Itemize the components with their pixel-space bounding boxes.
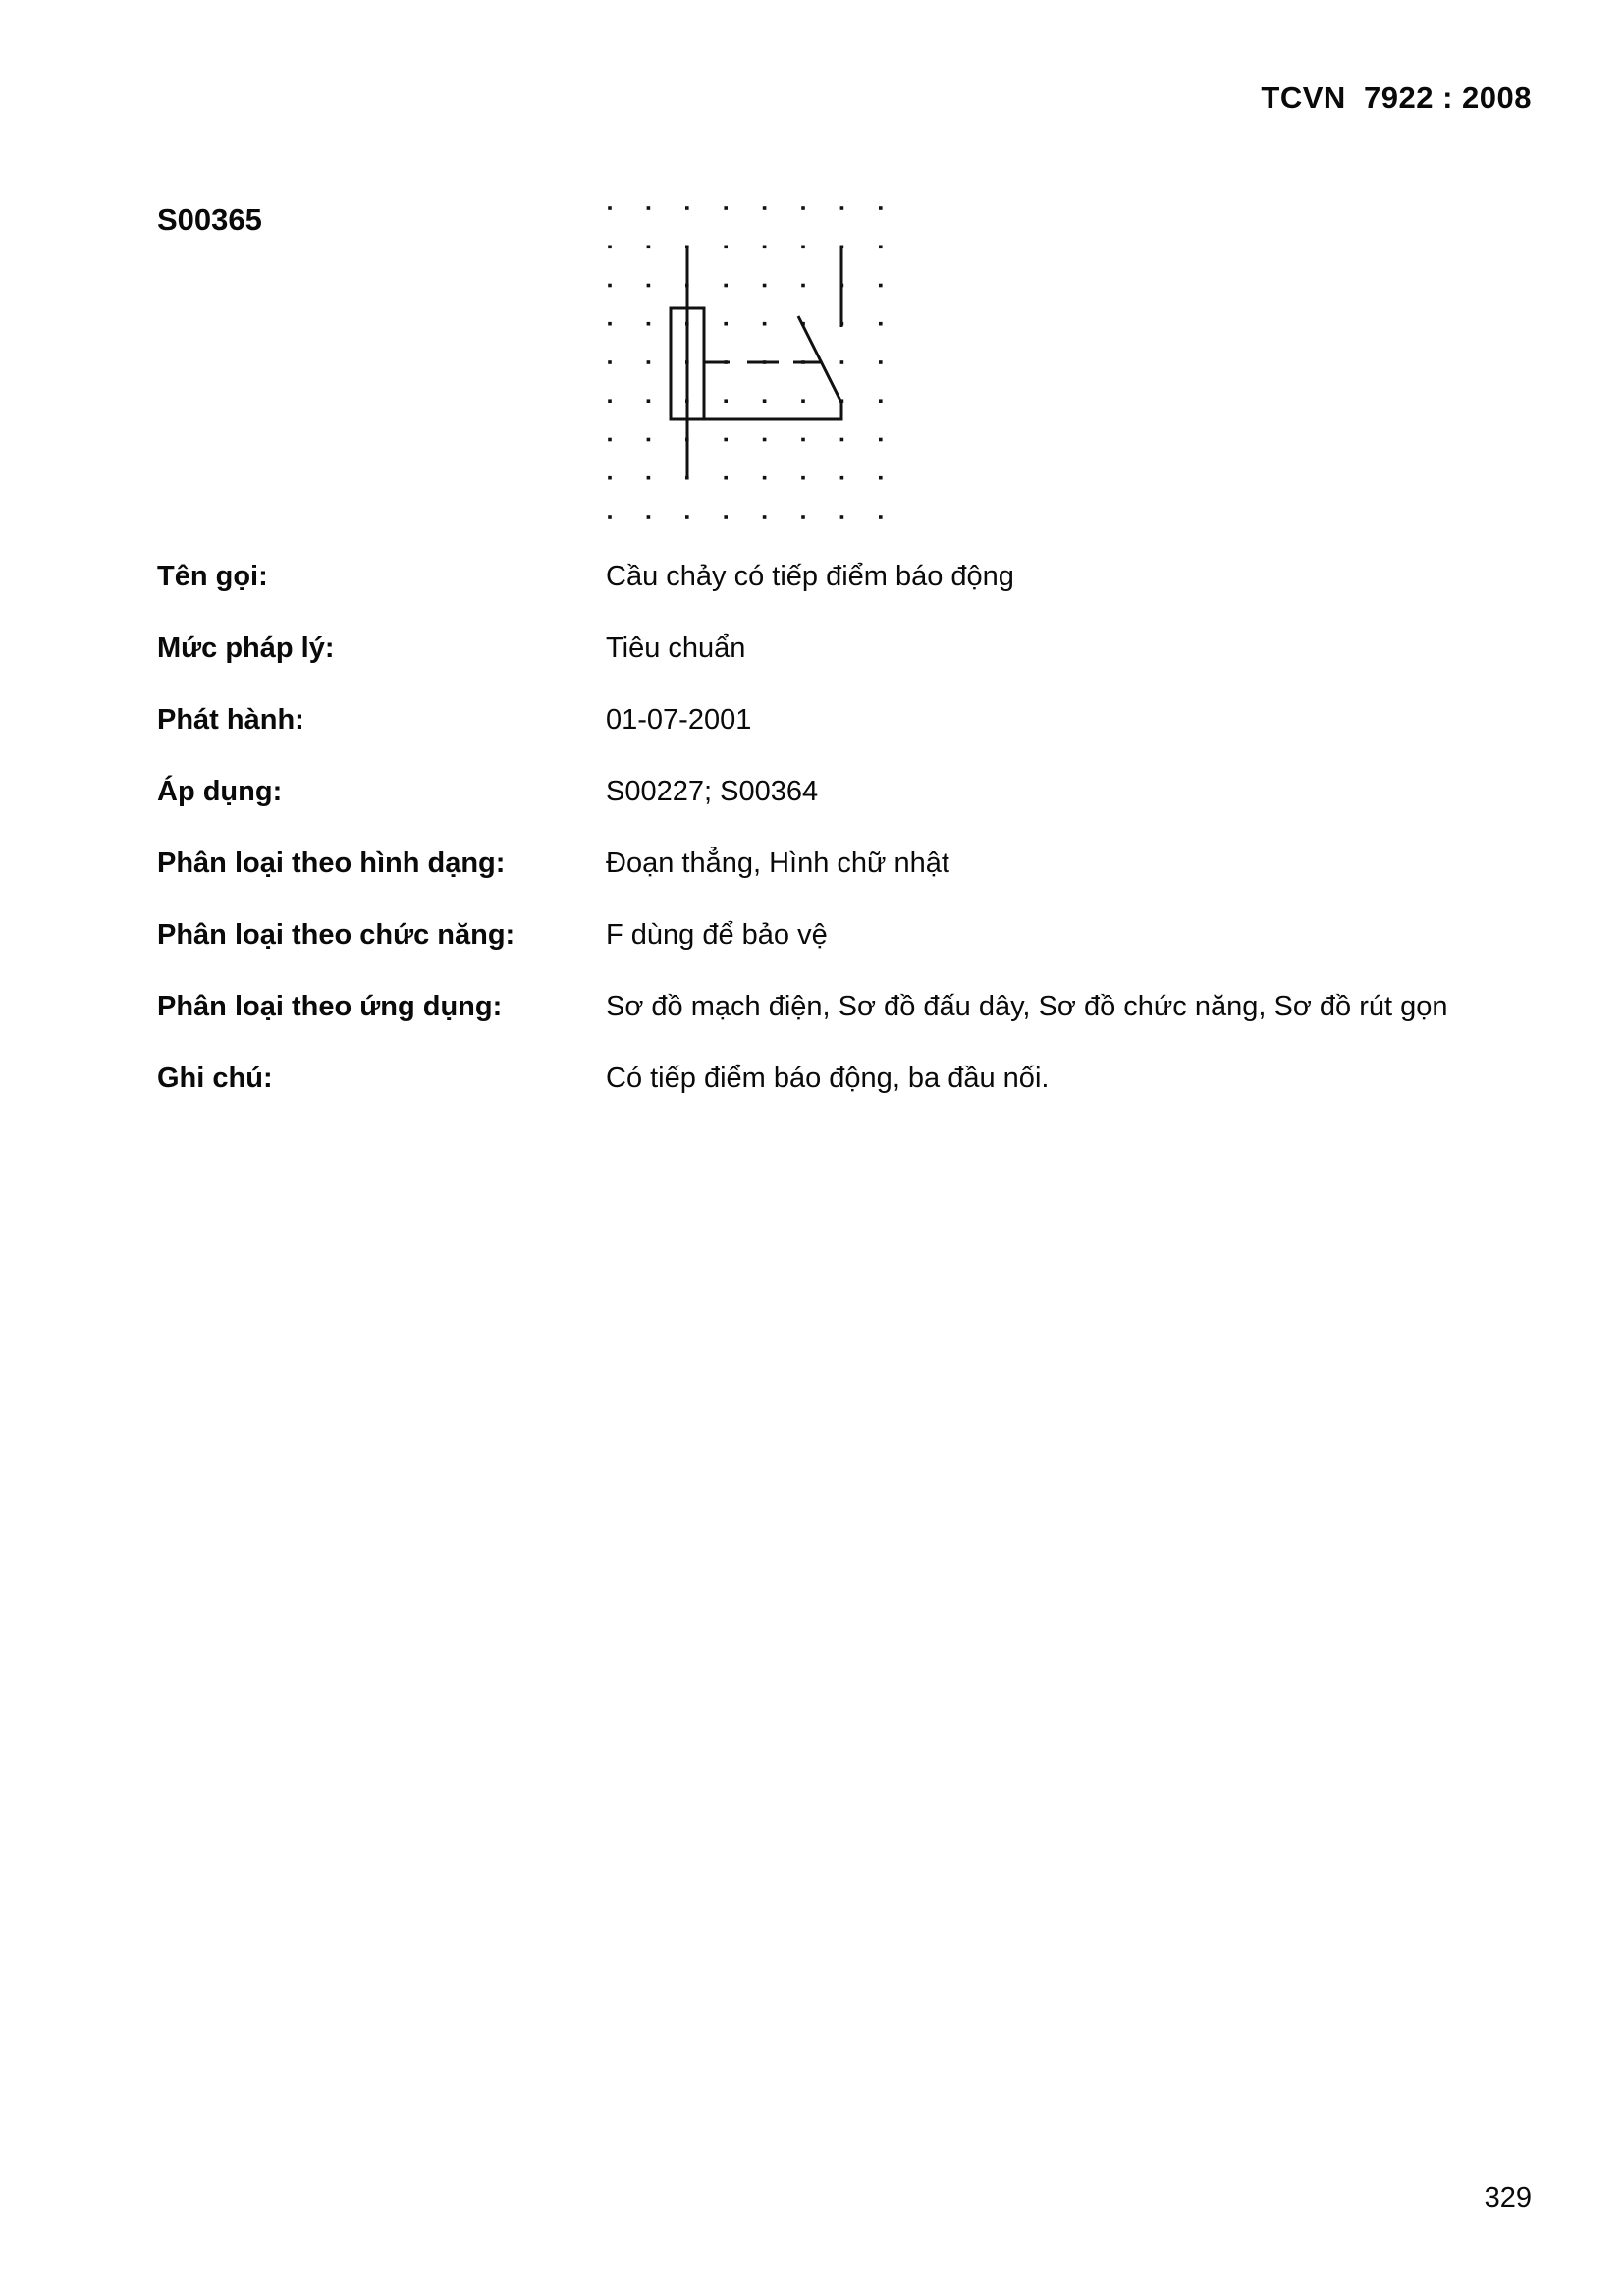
- field-value-muc-phap-ly: Tiêu chuẩn: [606, 632, 746, 664]
- table-row: [157, 703, 1551, 737]
- table-row: [157, 847, 1551, 880]
- standard-code-header: TCVN 7922 : 2008: [1261, 81, 1532, 115]
- field-value-phat-hanh: 01-07-2001: [606, 704, 752, 736]
- field-value-ten-goi: Cầu chảy có tiếp điểm báo động: [606, 561, 1014, 592]
- field-label-ghi-chu: Ghi chú:: [157, 1063, 273, 1094]
- table-row: [157, 631, 1551, 665]
- symbol-id: S00365: [157, 202, 262, 237]
- field-label-ap-dung: Áp dụng:: [157, 776, 283, 807]
- table-row: [157, 918, 1551, 952]
- field-value-ghi-chu: Có tiếp điểm báo động, ba đầu nối.: [606, 1063, 1050, 1094]
- field-label-phan-loai-ung-dung: Phân loại theo ứng dụng:: [157, 991, 503, 1022]
- field-value-phan-loai-chuc-nang: F dùng để bảo vệ: [606, 919, 828, 951]
- field-value-ap-dung: S00227; S00364: [606, 776, 819, 807]
- table-row: [157, 560, 1551, 593]
- table-row: [157, 1062, 1551, 1095]
- field-label-phan-loai-chuc-nang: Phân loại theo chức năng:: [157, 919, 515, 951]
- field-value-phan-loai-ung-dung: Sơ đồ mạch điện, Sơ đồ đấu dây, Sơ đồ chức năng, Sơ đồ rút gọn: [606, 991, 1448, 1022]
- field-value-phan-loai-hinh-dang: Đoạn thẳng, Hình chữ nhật: [606, 847, 949, 879]
- symbol-lines: [671, 246, 841, 478]
- field-label-ten-goi: Tên gọi:: [157, 561, 268, 592]
- attribute-table: [157, 560, 1551, 1133]
- page-number: 329: [1484, 2182, 1532, 2214]
- field-label-muc-phap-ly: Mức pháp lý:: [157, 632, 335, 664]
- table-row: [157, 990, 1551, 1023]
- field-label-phat-hanh: Phát hành:: [157, 704, 304, 736]
- fuse-alarm-contact-symbol: [589, 187, 903, 540]
- field-label-phan-loai-hinh-dang: Phân loại theo hình dạng:: [157, 847, 506, 879]
- table-row: [157, 775, 1551, 808]
